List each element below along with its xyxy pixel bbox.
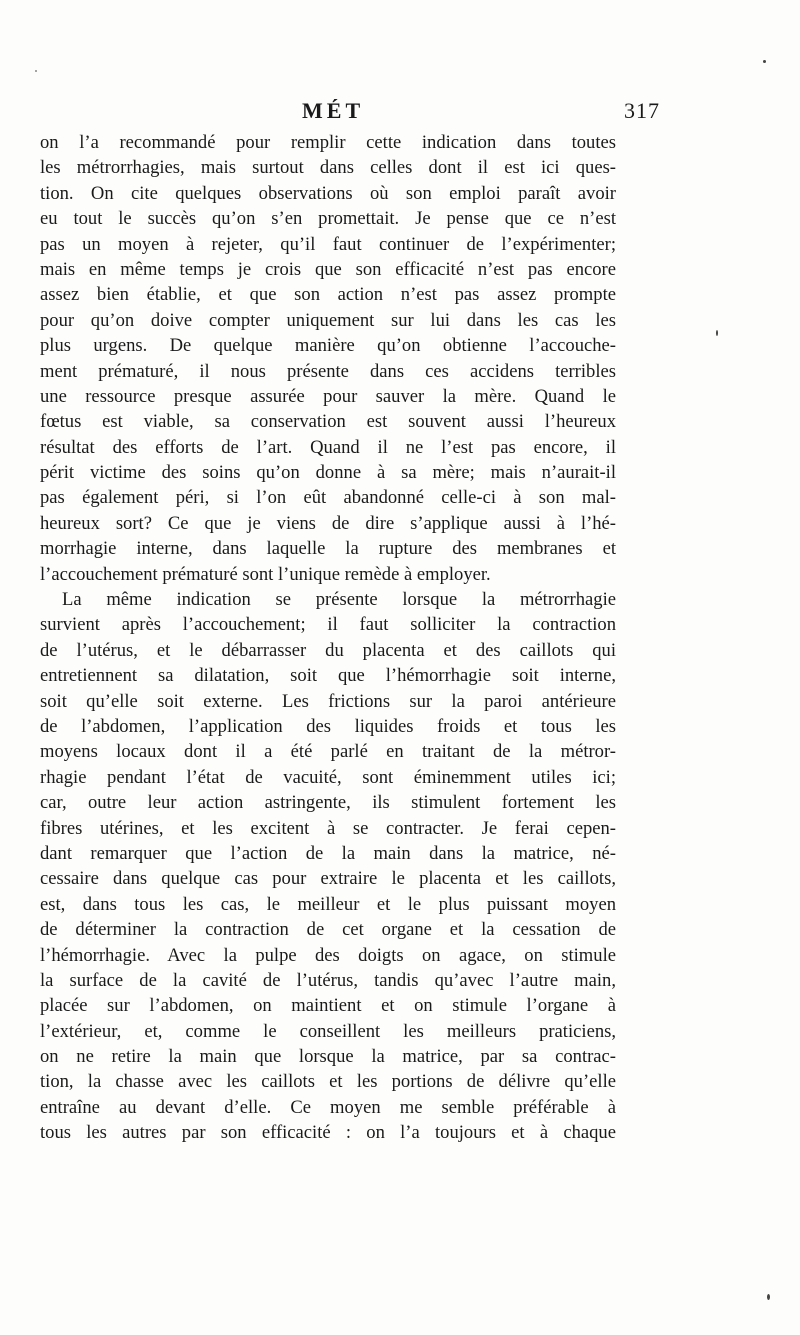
text-line: ment prématuré, il nous présente dans ces accidens terribles: [40, 360, 616, 382]
text-line: les métrorrhagies, mais surtout dans celles dont il est ici ques-: [40, 157, 616, 179]
text-line: heureux sort? Ce que je viens de dire s’applique aussi à l’hé-: [40, 512, 616, 534]
text-line: l’accouchement prématuré sont l’unique remède à employer.: [40, 563, 491, 585]
text-line: on l’a recommandé pour remplir cette indication dans toutes: [40, 132, 616, 153]
text-line: rhagie pendant l’état de vacuité, sont éminemment utiles ici;: [40, 766, 616, 788]
text-line: eu tout le succès qu’on s’en promettait. Je pense que ce n’est: [40, 208, 616, 230]
text-line: fibres utérines, et les excitent à se contracter. Je ferai cepen-: [40, 817, 616, 839]
text-line: l’hémorrhagie. Avec la pulpe des doigts on agace, on stimule: [40, 944, 616, 966]
text-line: périt victime des soins qu’on donne à sa mère; mais n’aurait-il: [40, 462, 616, 484]
text-line: tous les autres par son efficacité : on l’a toujours et à chaque: [40, 1122, 616, 1144]
scan-speck: [35, 70, 37, 72]
scan-speck: [763, 60, 766, 63]
text-line: dant remarquer que l’action de la main dans la matrice, né-: [40, 842, 616, 864]
text-line: pas également péri, si l’on eût abandonné celle-ci à son mal-: [40, 487, 616, 509]
text-line: tion. On cite quelques observations où son emploi paraît avoir: [40, 182, 616, 204]
text-line: l’extérieur, et, comme le conseillent les meilleurs praticiens,: [40, 1020, 616, 1042]
text-line: entraîne au devant d’elle. Ce moyen me semble préférable à: [40, 1096, 616, 1118]
text-line: fœtus est viable, sa conservation est souvent aussi l’heureux: [40, 411, 616, 433]
text-line: plus urgens. De quelque manière qu’on obtienne l’accouche-: [40, 335, 616, 357]
text-line: cessaire dans quelque cas pour extraire le placenta et les caillots,: [40, 868, 616, 890]
text-line: une ressource presque assurée pour sauver la mère. Quand le: [40, 385, 616, 407]
scan-speck: [716, 330, 718, 336]
text-line: la surface de la cavité de l’utérus, tandis qu’avec l’autre main,: [40, 969, 616, 991]
text-line: pour qu’on doive compter uniquement sur lui dans les cas les: [40, 309, 616, 331]
text-line: est, dans tous les cas, le meilleur et le plus puissant moyen: [40, 893, 616, 915]
text-line: assez bien établie, et que son action n’est pas assez prompte: [40, 284, 616, 306]
text-line: La même indication se présente lorsque la métrorrhagie: [62, 589, 616, 611]
text-line: de l’abdomen, l’application des liquides froids et tous les: [40, 715, 616, 737]
text-line: survient après l’accouchement; il faut solliciter la contraction: [40, 614, 616, 636]
text-line: placée sur l’abdomen, on maintient et on stimule l’organe à: [40, 995, 616, 1017]
text-line: pas un moyen à rejeter, qu’il faut continuer de l’expérimenter;: [40, 233, 616, 255]
text-line: résultat des efforts de l’art. Quand il ne l’est pas encore, il: [40, 436, 616, 458]
text-line: morrhagie interne, dans laquelle la rupture des membranes et: [40, 538, 616, 560]
text-line: car, outre leur action astringente, ils stimulent fortement les: [40, 792, 616, 814]
text-line: entretiennent sa dilatation, soit que l’hémorrhagie soit interne,: [40, 665, 616, 687]
page-header: [40, 98, 660, 130]
text-line: on ne retire la main que lorsque la matrice, par sa contrac-: [40, 1046, 616, 1068]
text-line: moyens locaux dont il a été parlé en traitant de la métror-: [40, 741, 616, 763]
body-text: [40, 130, 616, 1146]
scan-speck: [767, 1294, 770, 1300]
text-line: de déterminer la contraction de cet organe et la cessation de: [40, 919, 616, 941]
text-line: soit qu’elle soit externe. Les frictions sur la paroi antérieure: [40, 690, 616, 712]
text-line: de l’utérus, et le débarrasser du placenta et des caillots qui: [40, 639, 616, 661]
running-head: MÉT: [302, 98, 365, 123]
text-line: tion, la chasse avec les caillots et les portions de délivre qu’elle: [40, 1071, 616, 1093]
text-line: mais en même temps je crois que son efficacité n’est pas encore: [40, 258, 616, 280]
page-number: 317: [624, 98, 660, 123]
